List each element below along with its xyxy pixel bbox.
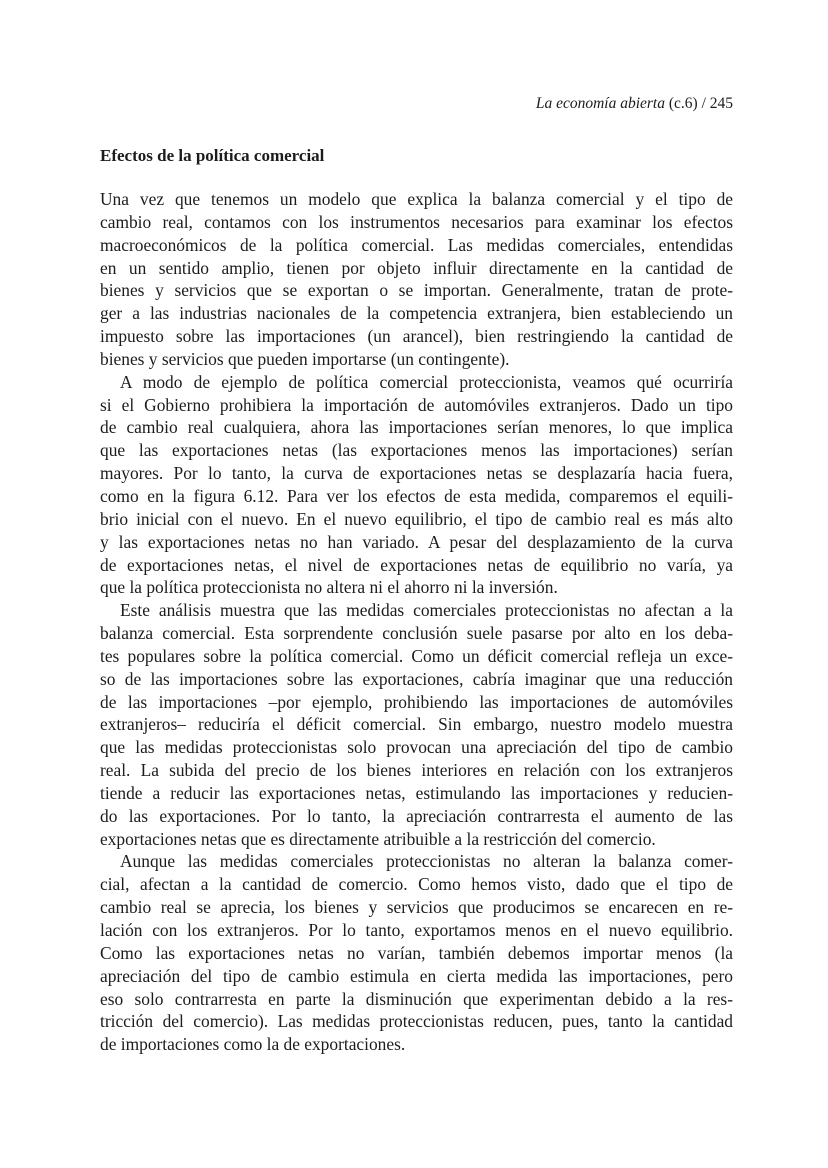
text-line: de importaciones como la de exportaciones. [100,1034,406,1055]
text-line: exportaciones netas que es directamente atribuible a la restricción del comercio. [100,828,656,849]
text-line: Como las exportaciones netas no varían, también debemos importar menos (la [100,942,733,963]
text-line: eso solo contrarresta en parte la disminución que experimentan debido a la res- [100,988,733,1009]
text-line: bienes y servicios que pueden importarse (un contingente). [100,348,510,369]
running-head-separator: / [701,95,706,112]
running-head-title: La economía abierta [535,95,665,112]
text-line: tes populares sobre la política comercial. Como un déficit comercial refleja un exce- [100,645,733,666]
text-line: macroeconómicos de la política comercial. Las medidas comerciales, entendidas [100,234,733,255]
text-line: si el Gobierno prohibiera la importación de automóviles extranjeros. Dado un tipo [100,394,733,415]
text-line: en un sentido amplio, tienen por objeto influir directamente en la cantidad de [100,257,733,278]
text-line: cambio real, contamos con los instrumentos necesarios para examinar los efectos [100,211,733,232]
body-text [100,188,733,1056]
text-line: extranjeros– reduciría el déficit comercial. Sin embargo, nuestro modelo muestra [100,714,733,735]
text-line: que las medidas proteccionistas solo provocan una apreciación del tipo de cambio [100,737,733,758]
text-line: bienes y servicios que se exportan o se importan. Generalmente, tratan de prote- [100,280,733,301]
text-line: ger a las industrias nacionales de la competencia extranjera, bien estableciendo un [100,303,733,324]
text-line: Una vez que tenemos un modelo que explica la balanza comercial y el tipo de [100,189,733,209]
text-line: lación con los extranjeros. Por lo tanto, exportamos menos en el nuevo equilibrio. [100,920,733,940]
paragraph [100,188,733,371]
paragraph [100,599,733,850]
text-line: de las importaciones –por ejemplo, prohibiendo las importaciones de automóviles [100,691,733,712]
page-number: 245 [709,95,733,112]
text-line: de cambio real cualquiera, ahora las importaciones serían menores, lo que implica [100,417,733,438]
text-line: como en la figura 6.12. Para ver los efectos de esta medida, comparemos el equili- [100,485,733,506]
text-line: real. La subida del precio de los bienes interiores en relación con los extranjeros [100,760,733,781]
text-line: mayores. Por lo tanto, la curva de exportaciones netas se desplazaría hacia fuera, [100,463,733,484]
paragraph [100,850,733,1056]
text-line: y las exportaciones netas no han variado. A pesar del desplazamiento de la curva [100,531,733,552]
text-line: A modo de ejemplo de política comercial proteccionista, veamos qué ocurriría [120,371,733,392]
text-line: de exportaciones netas, el nivel de exportaciones netas de equilibrio no varía, ya [100,554,733,575]
text-line: tricción del comercio). Las medidas proteccionistas reducen, pues, tanto la cantidad [100,1011,733,1032]
text-line: so de las importaciones sobre las exportaciones, cabría imaginar que una reducción [100,668,733,689]
text-line: do las exportaciones. Por lo tanto, la apreciación contrarresta el aumento de las [100,805,733,826]
text-line: impuesto sobre las importaciones (un arancel), bien restringiendo la cantidad de [100,326,733,347]
text-line: apreciación del tipo de cambio estimula en cierta medida las importaciones, pero [100,965,733,986]
paragraph [100,371,733,599]
text-line: cial, afectan a la cantidad de comercio. Como hemos visto, dado que el tipo de [100,874,733,895]
text-line: Este análisis muestra que las medidas comerciales proteccionistas no afectan a la [120,600,733,621]
text-line: cambio real se aprecia, los bienes y servicios que producimos se encarecen en re- [100,897,733,918]
running-head [536,95,733,113]
running-head-chapter: (c.6) [668,95,698,112]
text-line: que las exportaciones netas (las exportaciones menos las importaciones) serían [100,440,733,461]
text-line: balanza comercial. Esta sorprendente conclusión suele pasarse por alto en los deba- [100,623,733,644]
text-line: tiende a reducir las exportaciones netas, estimulando las importaciones y reducien- [100,782,733,803]
text-line: Aunque las medidas comerciales proteccionistas no alteran la balanza comer- [120,851,733,872]
text-line: que la política proteccionista no altera ni el ahorro ni la inversión. [100,577,558,598]
section-heading: Efectos de la política comercial [100,146,325,165]
text-line: brio inicial con el nuevo. En el nuevo equilibrio, el tipo de cambio real es más alto [100,508,733,529]
